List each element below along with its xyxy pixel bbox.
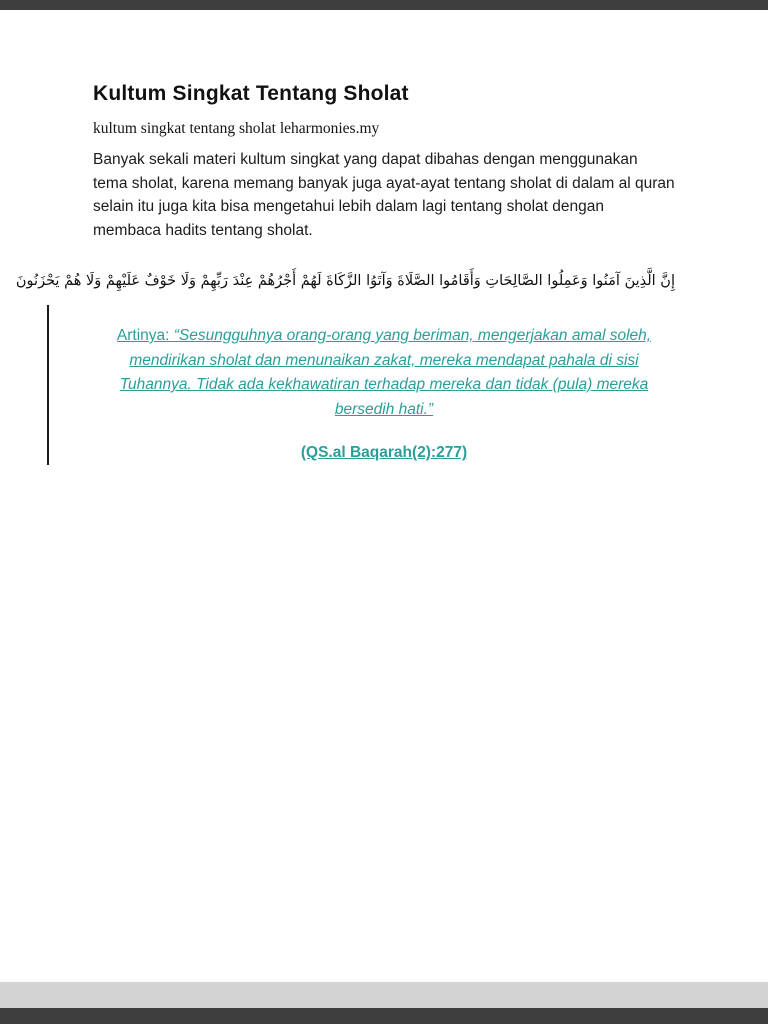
document-page (0, 10, 768, 982)
intro-paragraph: Banyak sekali materi kultum singkat yang dapat dibahas dengan menggunakan tema sholat, karena memang banyak juga ayat-ayat tentang sholat di dalam al quran selain itu juga kita bisa mengetahui lebih dalam lagi tentang sholat dengan membaca hadits tentang sholat. (93, 151, 675, 239)
revision-change-bar (47, 305, 49, 465)
page-gap (0, 982, 768, 1008)
page-subtitle: kultum singkat tentang sholat leharmonies.my (93, 120, 380, 137)
translation-prefix: Artinya: (116, 327, 174, 344)
viewer-top-edge (0, 0, 768, 10)
citation-link[interactable]: (QS.al Baqarah(2):277) (300, 444, 468, 461)
arabic-verse: إِنَّ الَّذِينَ آمَنُوا وَعَمِلُوا الصَّالِحَاتِ وَأَقَامُوا الصَّلَاةَ وَآتَوُا الزَّكَاةَ لَهُمْ أَجْرُهُمْ عِنْدَ رَبِّهِمْ وَلَا خَوْفٌ عَلَيْهِمْ وَلَا هُمْ يَحْزَنُونَ (15, 273, 675, 289)
translation-quote: “Sesungguhnya orang-orang yang beriman, mengerjakan amal soleh, mendirikan sholat dan menunaikan zakat, mereka mendapat pahala di sisi Tuhannya. Tidak ada kekhawatiran terhadap mereka dan tidak (pula) mereka bersedih hati.” (119, 327, 652, 418)
page-title: Kultum Singkat Tentang Sholat (93, 82, 409, 105)
translation-link[interactable] (93, 324, 675, 422)
viewer-bottom-edge (0, 1008, 768, 1024)
